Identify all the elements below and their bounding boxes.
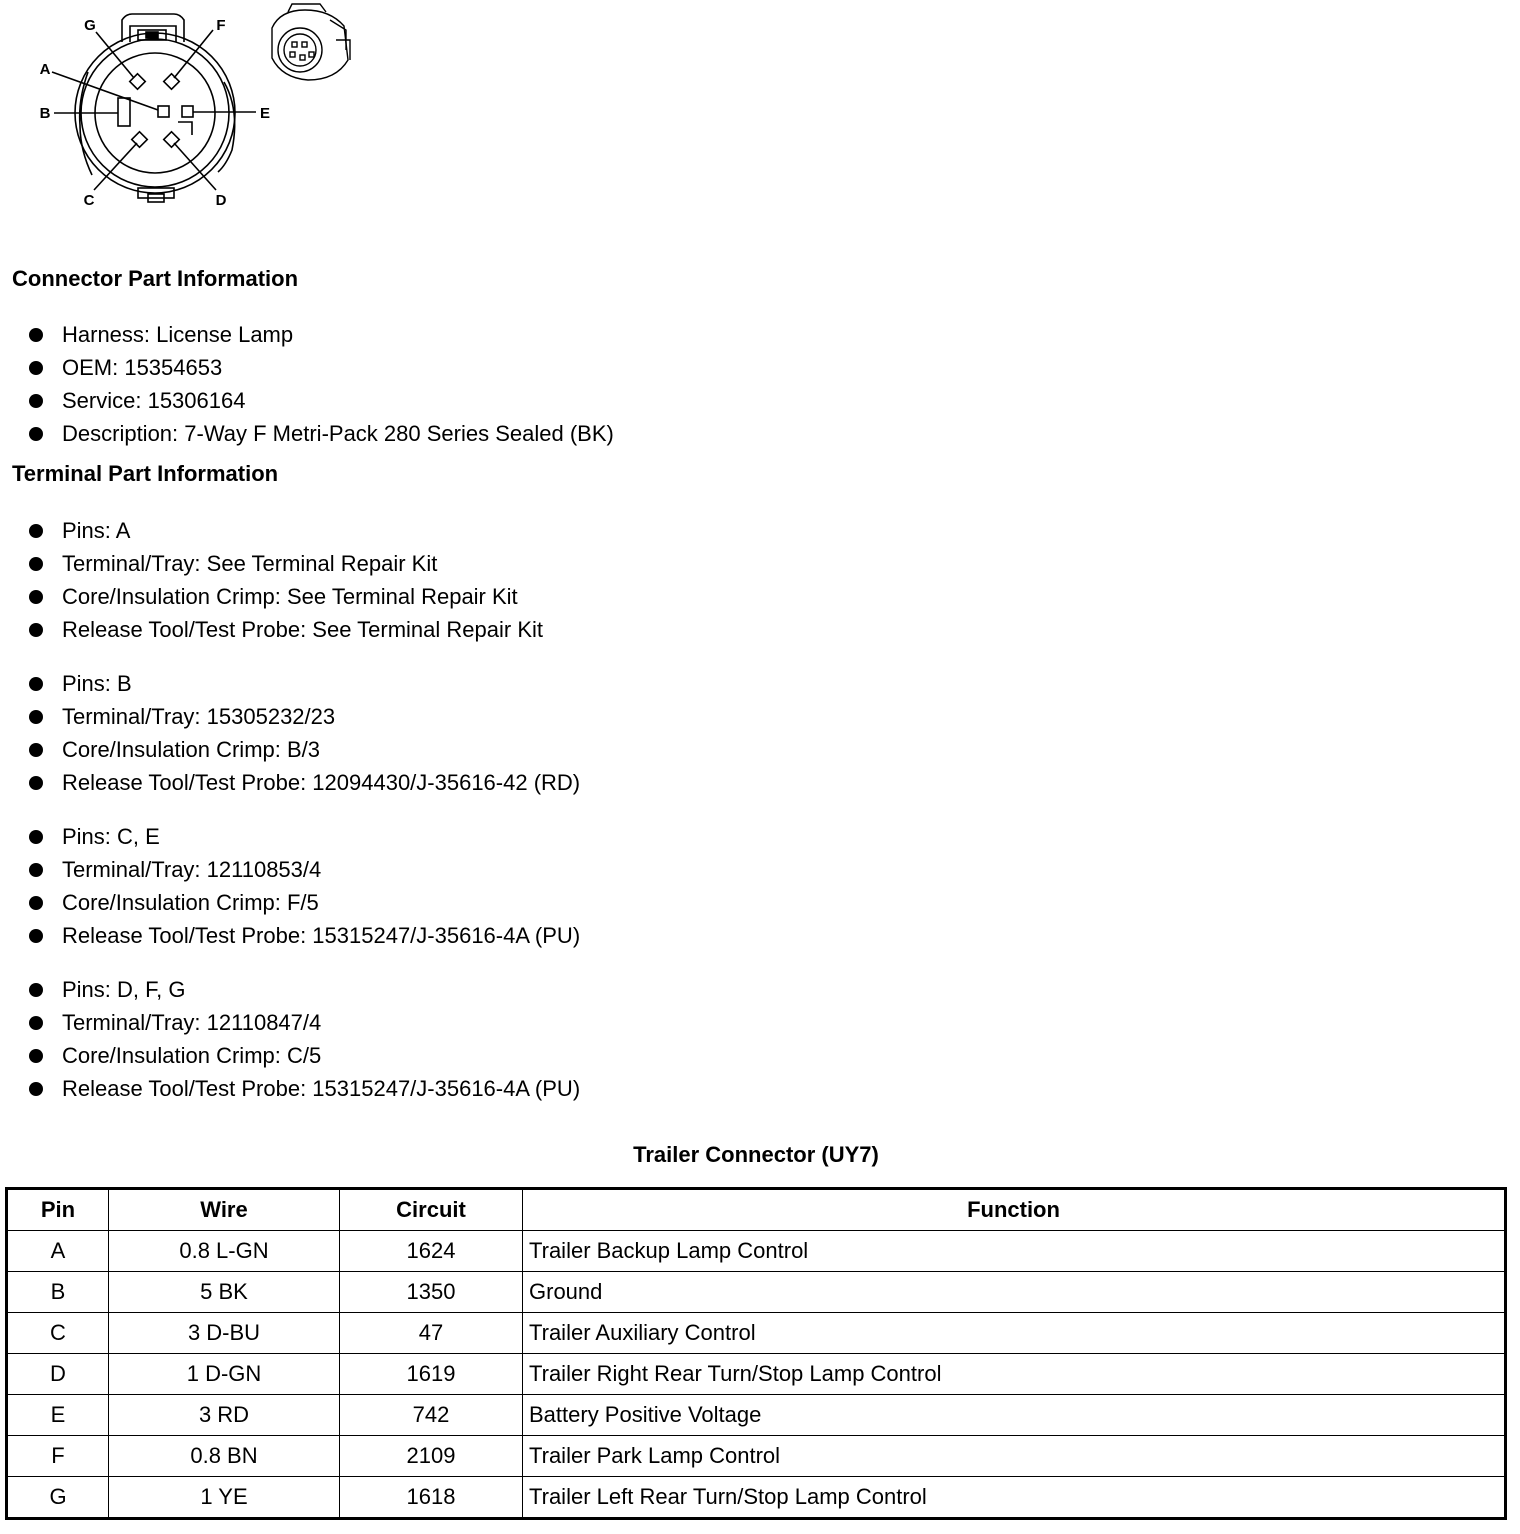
cell-wire: 1 YE [109,1477,340,1519]
cell-function: Battery Positive Voltage [523,1395,1506,1436]
pin-label-g: G [84,17,96,34]
list-item: Service: 15306164 [0,384,614,417]
pin-label-f: F [216,17,226,34]
cell-pin: F [7,1436,109,1477]
connector-info-list [0,318,614,450]
cell-wire: 3 D-BU [109,1313,340,1354]
header-circuit: Circuit [340,1189,523,1231]
header-function: Function [523,1189,1506,1231]
cell-pin: C [7,1313,109,1354]
header-wire: Wire [109,1189,340,1231]
table-title: Trailer Connector (UY7) [633,1142,879,1167]
list-item: Release Tool/Test Probe: 15315247/J-35616-4A (PU) [0,1072,580,1105]
cell-function: Trailer Left Rear Turn/Stop Lamp Control [523,1477,1506,1519]
cell-function: Trailer Park Lamp Control [523,1436,1506,1477]
list-item: Core/Insulation Crimp: See Terminal Repair Kit [0,580,543,613]
cell-wire: 0.8 BN [109,1436,340,1477]
cell-circuit: 1624 [340,1231,523,1272]
cell-circuit: 2109 [340,1436,523,1477]
cell-function: Trailer Backup Lamp Control [523,1231,1506,1272]
table-row [7,1313,1506,1354]
list-item: Terminal/Tray: 12110847/4 [0,1006,580,1039]
header-pin: Pin [7,1189,109,1231]
table-row [7,1477,1506,1519]
pin-label-e: E [259,105,271,122]
list-item: Release Tool/Test Probe: 15315247/J-35616-4A (PU) [0,919,580,952]
cell-circuit: 47 [340,1313,523,1354]
terminal-group-b [0,667,580,799]
cell-circuit: 742 [340,1395,523,1436]
list-item: Core/Insulation Crimp: B/3 [0,733,580,766]
cell-circuit: 1350 [340,1272,523,1313]
terminal-section-title: Terminal Part Information [12,461,279,486]
cell-wire: 1 D-GN [109,1354,340,1395]
cell-pin: D [7,1354,109,1395]
cell-pin: G [7,1477,109,1519]
cell-function: Ground [523,1272,1506,1313]
list-item: Core/Insulation Crimp: C/5 [0,1039,580,1072]
table-header-row [7,1189,1506,1231]
cell-pin: E [7,1395,109,1436]
list-item: Release Tool/Test Probe: See Terminal Repair Kit [0,613,543,646]
table-row [7,1354,1506,1395]
list-item: Core/Insulation Crimp: F/5 [0,886,580,919]
list-item: Pins: C, E [0,820,580,853]
cell-wire: 5 BK [109,1272,340,1313]
list-item: Pins: B [0,667,580,700]
list-item: Harness: License Lamp [0,318,614,351]
list-item: Description: 7-Way F Metri-Pack 280 Series Sealed (BK) [0,417,614,450]
pin-label-b: B [39,105,51,122]
list-item: Terminal/Tray: 12110853/4 [0,853,580,886]
table-row [7,1395,1506,1436]
table-row [7,1231,1506,1272]
cell-wire: 3 RD [109,1395,340,1436]
cell-function: Trailer Auxiliary Control [523,1313,1506,1354]
table-row [7,1436,1506,1477]
cell-circuit: 1618 [340,1477,523,1519]
terminal-group-a [0,514,543,646]
cell-function: Trailer Right Rear Turn/Stop Lamp Control [523,1354,1506,1395]
list-item: Terminal/Tray: 15305232/23 [0,700,580,733]
cell-wire: 0.8 L-GN [109,1231,340,1272]
cell-pin: B [7,1272,109,1313]
terminal-group-ce [0,820,580,952]
list-item: Release Tool/Test Probe: 12094430/J-35616-42 (RD) [0,766,580,799]
pin-label-d: D [215,192,227,209]
connector-face-diagram [0,0,380,220]
list-item: OEM: 15354653 [0,351,614,384]
terminal-group-dfg [0,973,580,1105]
cell-circuit: 1619 [340,1354,523,1395]
list-item: Pins: A [0,514,543,547]
cell-pin: A [7,1231,109,1272]
connector-section-title: Connector Part Information [12,266,299,291]
pin-label-c: C [83,192,95,209]
table-row [7,1272,1506,1313]
pin-label-a: A [39,61,51,78]
list-item: Terminal/Tray: See Terminal Repair Kit [0,547,543,580]
pinout-table [5,1187,1507,1520]
list-item: Pins: D, F, G [0,973,580,1006]
